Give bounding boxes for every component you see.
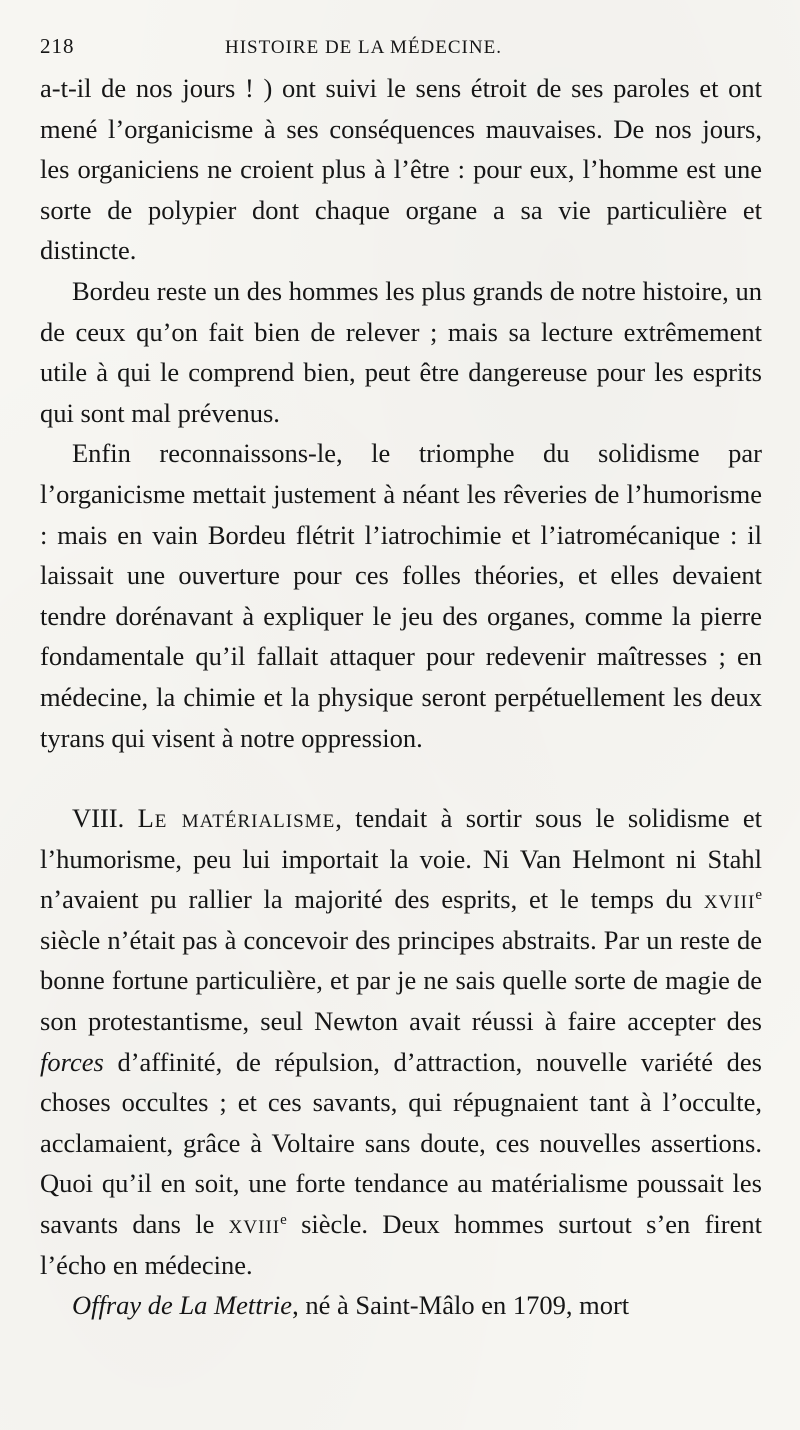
la-mettrie-text: , né à Saint-Mâlo en 1709, mort xyxy=(292,1290,630,1321)
page-body xyxy=(40,68,762,1326)
century-label: xviii xyxy=(228,1209,281,1240)
materialisme-text-4: siècle. Deux hommes surtout s’en firent l’écho en médecine. xyxy=(40,1209,762,1280)
forces-word: forces xyxy=(40,1046,104,1077)
page-number: 218 xyxy=(40,34,75,58)
paragraph-la-mettrie xyxy=(40,1285,762,1326)
paragraph-organicisme: a-t-il de nos jours ! ) ont suivi le sens étroit de ses paroles et ont mené l’organicisme à ses conséquences mauvaises. De nos jours, les organiciens ne croient plus à l’être : pour eux, l’homme est une sorte de polypier dont chaque organe a sa vie particulière et distincte. xyxy=(40,73,762,266)
century-superscript: e xyxy=(755,887,762,904)
century-superscript: e xyxy=(280,1212,287,1229)
section-break xyxy=(40,758,762,798)
author-name: Offray de La Mettrie xyxy=(72,1290,293,1321)
materialisme-text-3: d’affinité, de répulsion, d’attraction, nouvelle variété des choses occultes ; et ces savants, qui répugnaient tant à l’occulte, acclamaient, grâce à Voltaire sans doute, ces nouvelles assertions. Quoi qu’il en soit, une forte tendance au matérialisme poussait les savants dans le xyxy=(40,1046,762,1240)
running-title: HISTOIRE DE LA MÉDECINE. xyxy=(225,37,502,58)
paragraph-bordeu: Bordeu reste un des hommes les plus grands de notre histoire, un de ceux qu’on fait bien de relever ; mais sa lecture extrêmement utile à qui le comprend bien, peut être dangereuse pour les esprits qui sont mal prévenus. xyxy=(40,275,762,428)
materialisme-text-2: siècle n’était pas à concevoir des principes abstraits. Par un reste de bonne fortune particulière, et par je ne sais quelle sorte de magie de son protestantisme, seul Newton avait réussi à faire accepter des xyxy=(40,924,762,1037)
section-numeral: VIII. xyxy=(72,803,125,834)
paragraph-materialisme xyxy=(40,798,762,1285)
section-heading: Le matérialisme xyxy=(137,803,336,834)
page-header xyxy=(40,34,762,68)
paragraph-solidisme: Enfin reconnaissons-le, le triomphe du solidisme par l’organicisme mettait justement à néant les rêveries de l’humorisme : mais en vain Bordeu flétrit l’iatrochimie et l’iatromécanique : il laissait une ouverture pour ces folles théories, et elles devaient tendre dorénavant à expliquer le jeu des organes, comme la pierre fondamentale qu’il fallait attaquer pour redevenir maîtresses ; en médecine, la chimie et la physique seront perpétuellement les deux tyrans qui visent à notre oppression. xyxy=(40,438,762,753)
materialisme-text-1: , tendait à sortir sous le solidisme et l’humorisme, peu lui importait la voie. Ni Van Helmont ni Stahl n’avaient pu rallier la majorité des esprits, et le temps du xyxy=(40,803,762,915)
century-label: xviii xyxy=(703,884,756,915)
